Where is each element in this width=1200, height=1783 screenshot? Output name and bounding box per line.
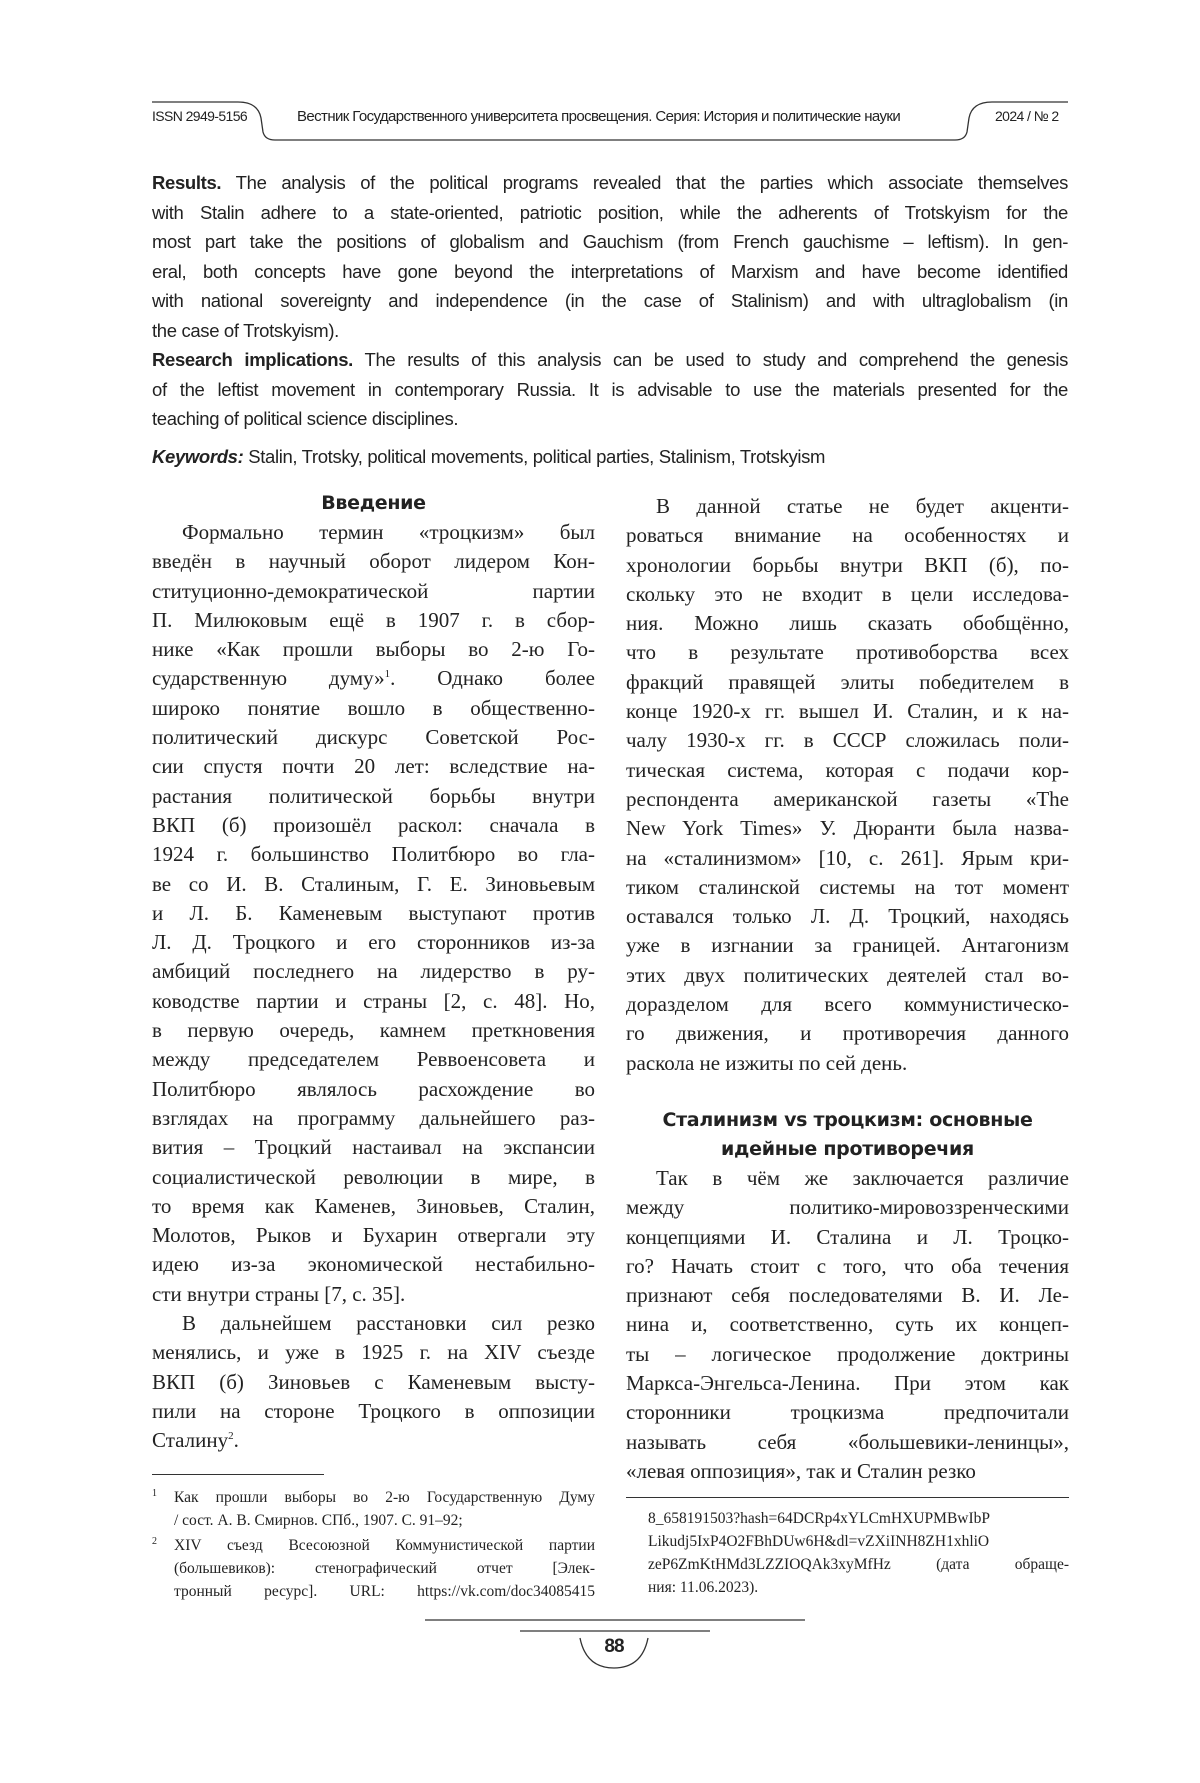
text-line (152, 1426, 595, 1455)
text-line: В дальнейшем расстановки сил резко (152, 1309, 595, 1338)
text-line: хронологии борьбы внутри ВКП (б), по- (626, 551, 1069, 580)
issue-number: 2024 / № 2 (995, 108, 1059, 124)
section-heading-line: Сталинизм vs троцкизм: основные (626, 1106, 1069, 1135)
text-line: Маркса-Энгельса-Ленина. При этом как (626, 1369, 1069, 1398)
text-line: доразделом для всего коммунистическо- (626, 990, 1069, 1019)
text-line: / сост. А. В. Смирнов. СПб., 1907. С. 91–92; (174, 1509, 595, 1532)
section-heading-line: идейные противоречия (626, 1135, 1069, 1164)
page-number: 88 (580, 1636, 648, 1658)
text-line: то время как Каменев, Зиновьев, Сталин, (152, 1192, 595, 1221)
footnote-ref[interactable]: 1 (385, 668, 391, 680)
text-line: социалистической революции в мире, в (152, 1163, 595, 1192)
results-line: most part take the positions of globalism and Gauchism (from French gauchisme – leftism). In gen- (152, 227, 1068, 257)
paragraph (152, 1309, 595, 1455)
footnote-ref[interactable]: 2 (228, 1430, 234, 1442)
footnote (152, 1486, 595, 1532)
issn: ISSN 2949-5156 (152, 108, 247, 124)
footnote-number: 2 (152, 1534, 157, 1550)
keywords: Keywords: Stalin, Trotsky, political movements, political parties, Stalinism, Trotskyism (152, 442, 1068, 472)
results-line: eral, both concepts have gone beyond the interpretations of Marxism and have become identified (152, 257, 1068, 287)
text-line: в первую очередь, камнем преткновения (152, 1016, 595, 1045)
text-line: Как прошли выборы во 2-ю Государственную Думу (174, 1486, 595, 1509)
text-line: нина и, соответственно, суть их концеп- (626, 1310, 1069, 1339)
text-line: Likudj5IxP4O2FBhDUw6H&dl=vZXiINH8ZH1xhliO (648, 1530, 1069, 1553)
paragraph (626, 492, 1069, 1078)
text-line: амбиций последнего на лидерство в ру- (152, 957, 595, 986)
abstract (152, 168, 1068, 471)
text-line: В данной статье не будет акценти- (626, 492, 1069, 521)
text-line: признают себя последователями В. И. Ле- (626, 1281, 1069, 1310)
text-line: ния. Можно лишь сказать обобщённо, (626, 609, 1069, 638)
text-line: ВКП (б) произошёл раскол: сначала в (152, 811, 595, 840)
text-line: сти внутри страны [7, с. 35]. (152, 1280, 595, 1309)
text-line: растания политической борьбы внутри (152, 782, 595, 811)
text-line: ВКП (б) Зиновьев с Каменевым высту- (152, 1368, 595, 1397)
text-line: New York Times» У. Дюранти была назва- (626, 814, 1069, 843)
header-frame (0, 0, 1200, 160)
text-line: 8_658191503?hash=64DCRp4xYLCmHXUPMBwIbP (648, 1507, 1069, 1530)
text-line: (большевиков): стенографический отчет [Элек- (174, 1557, 595, 1580)
text-line: чалу 1930-х гг. в СССР сложилась поли- (626, 726, 1069, 755)
implications-line: Research implications. The results of this analysis can be used to study and comprehend the genesis (152, 345, 1068, 375)
text-line: ния: 11.06.2023). (648, 1576, 1069, 1599)
footnote-continuation (648, 1507, 1069, 1599)
implications-line: teaching of political science disciplines. (152, 404, 1068, 434)
text-line: Формально термин «троцкизм» был (152, 518, 595, 547)
text-line: ституционно-демократической партии (152, 577, 595, 606)
text-line: роваться внимание на особенностях и (626, 521, 1069, 550)
footnote-rule (626, 1497, 1069, 1498)
text-line: раскола не изжиты по сей день. (626, 1049, 1069, 1078)
text-line: менялись, и уже в 1925 г. на XIV съезде (152, 1338, 595, 1367)
text-line: на «сталинизмом» [10, с. 261]. Ярым кри- (626, 844, 1069, 873)
right-column (626, 492, 1069, 1486)
text-line: политический дискурс Советской Рос- (152, 723, 595, 752)
text-line: Так в чём же заключается различие (626, 1164, 1069, 1193)
text-line: идею из-за экономической нестабильно- (152, 1250, 595, 1279)
implications-label: Research implications. (152, 349, 353, 370)
text-line: го? Начать стоит с того, что оба течения (626, 1252, 1069, 1281)
text-line: Политбюро являлось расхождение во (152, 1075, 595, 1104)
footnote-rule (152, 1474, 324, 1475)
text-line: и Л. Б. Каменевым выступают против (152, 899, 595, 928)
results-label: Results. (152, 172, 221, 193)
text-line: Молотов, Рыков и Бухарин отвергали эту (152, 1221, 595, 1250)
text-line: концепциями И. Сталина и Л. Троцко- (626, 1223, 1069, 1252)
paragraph (152, 518, 595, 1309)
text-line: Л. Д. Троцкого и его сторонников из-за (152, 928, 595, 957)
text-line: вития – Троцкий настаивал на экспансии (152, 1133, 595, 1162)
results-line: with Stalin adhere to a state-oriented, patriotic position, while the adherents of Trotskyism for the (152, 198, 1068, 228)
footnotes (152, 1486, 595, 1605)
text-line: «левая оппозиция», так и Сталин резко (626, 1457, 1069, 1486)
text-line: введён в научный оборот лидером Кон- (152, 547, 595, 576)
text-line: ве со И. В. Сталиным, Г. Е. Зиновьевым (152, 870, 595, 899)
footnote (152, 1534, 595, 1603)
text-line: уже в изгнании за границей. Антагонизм (626, 931, 1069, 960)
text-line: оставался только Л. Д. Троцкий, находясь (626, 902, 1069, 931)
text-line (152, 664, 595, 693)
text-line: между председателем Реввоенсовета и (152, 1045, 595, 1074)
journal-title: Вестник Государственного университета просвещения. Серия: История и политические науки (297, 108, 900, 125)
text-line: XIV съезд Всесоюзной Коммунистической партии (174, 1534, 595, 1557)
paragraph (626, 1164, 1069, 1486)
text-line: ты – логическое продолжение доктрины (626, 1340, 1069, 1369)
section-heading-intro: Введение (152, 488, 595, 518)
footnote-number: 1 (152, 1486, 157, 1502)
text-line: тическая система, которая с подачи кор- (626, 756, 1069, 785)
text-line: П. Милюковым ещё в 1907 г. в сбор- (152, 606, 595, 635)
text-line: 1924 г. большинство Политбюро во гла- (152, 840, 595, 869)
text-line: конце 1920-х гг. вышел И. Сталин, и к на- (626, 697, 1069, 726)
text-line: тиком сталинской системы на тот момент (626, 873, 1069, 902)
text-line: этих двух политических деятелей стал во- (626, 961, 1069, 990)
text-line: между политико-мировоззренческими (626, 1193, 1069, 1222)
text: . (234, 1428, 239, 1452)
results-line: Results. The analysis of the political programs revealed that the parties which associate themselves (152, 168, 1068, 198)
text-line: респондента американской газеты «The (626, 785, 1069, 814)
results-line: the case of Trotskyism). (152, 316, 1068, 346)
text-line: тронный ресурс]. URL: https://vk.com/doc34085415 (174, 1580, 595, 1603)
left-column (152, 488, 595, 1456)
text-line: сторонники троцкизма предпочитали (626, 1398, 1069, 1427)
text-line: скольку это не входит в цели исследова- (626, 580, 1069, 609)
text-line: пили на стороне Троцкого в оппозиции (152, 1397, 595, 1426)
text-line: zeP6ZmKtHMd3LZZIOQAk3xyMfHz (дата обраще- (648, 1553, 1069, 1576)
text-line: широко понятие вошло в общественно- (152, 694, 595, 723)
text: . Однако более (390, 666, 595, 690)
text-line: ководстве партии и страны [2, с. 48]. Но, (152, 987, 595, 1016)
text-line: называть себя «большевики-ленинцы», (626, 1428, 1069, 1457)
text: Сталину (152, 1428, 228, 1452)
text-line: нике «Как прошли выборы во 2-ю Го- (152, 635, 595, 664)
text-line: сии спустя почти 20 лет: вследствие на- (152, 752, 595, 781)
text-line: го движения, и противоречия данного (626, 1019, 1069, 1048)
text-line: что в результате противоборства всех (626, 638, 1069, 667)
text: сударственную думу» (152, 666, 385, 690)
implications-line: of the leftist movement in contemporary Russia. It is advisable to use the materials presented for the (152, 375, 1068, 405)
keywords-label: Keywords: (152, 446, 243, 467)
text-line: взглядах на программу дальнейшего раз- (152, 1104, 595, 1133)
text-line: фракций правящей элиты победителем в (626, 668, 1069, 697)
results-line: with national sovereignty and independence (in the case of Stalinism) and with ultraglobalism (in (152, 286, 1068, 316)
